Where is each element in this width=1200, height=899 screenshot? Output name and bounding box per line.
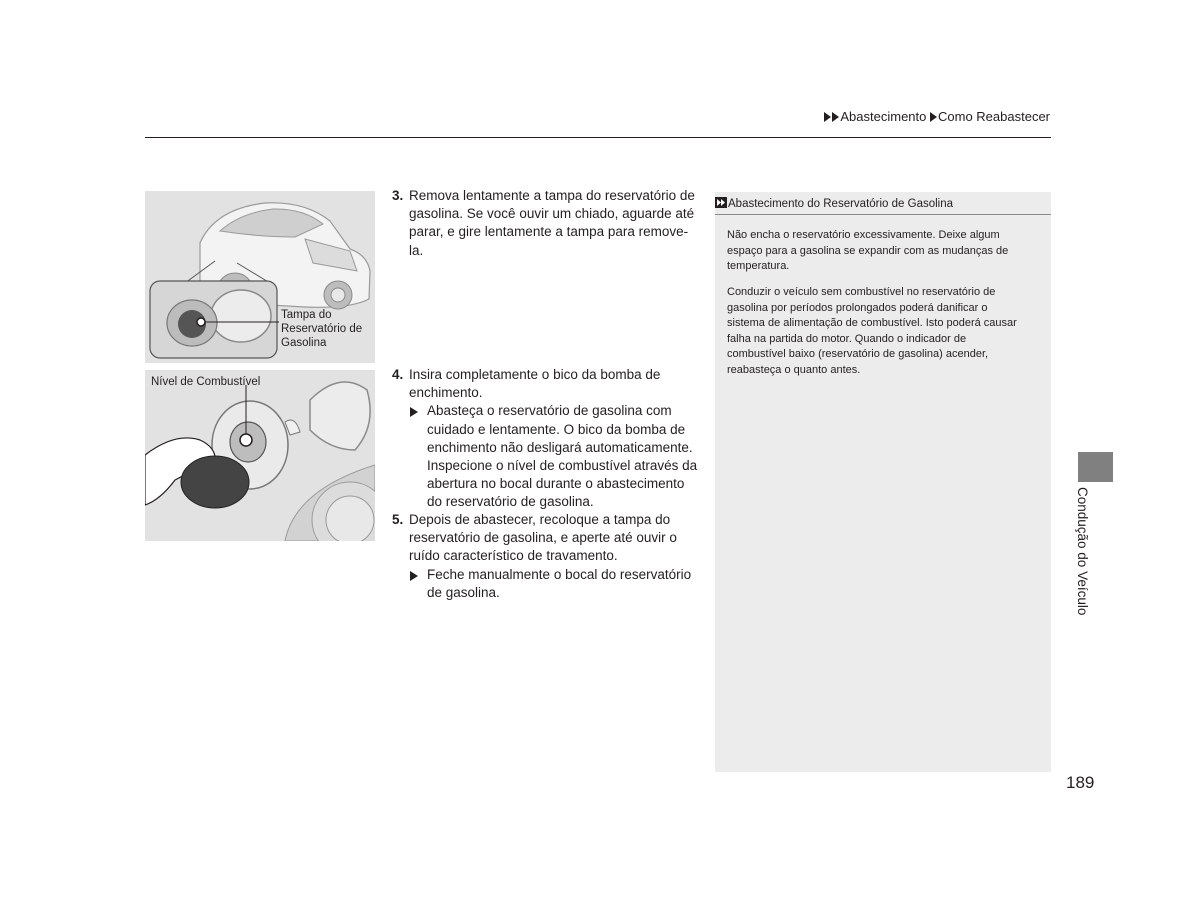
step-substep: Feche manualmente o bocal do reservatório de gasolina. bbox=[409, 566, 702, 602]
arrow-right-icon bbox=[410, 571, 418, 581]
side-note-paragraph: Conduzir o veículo sem combustível no reservatório de gasolina por períodos prolongados poderá danificar o sistema de alimentação de combustível. Isto poderá causar falha na partida do motor. Quando o indicador de combustível baixo (reservatório de gasolina) acender, reabasteça o quanto antes. bbox=[727, 286, 1017, 376]
step-number: 3. bbox=[392, 188, 404, 203]
section-label: Condução do Veículo bbox=[1075, 487, 1090, 616]
side-note-title: Abastecimento do Reservatório de Gasolina bbox=[715, 197, 1051, 215]
step-number: 4. bbox=[392, 367, 404, 382]
arrow-right-icon bbox=[410, 407, 418, 417]
fuel-nozzle-illustration bbox=[145, 370, 375, 541]
header-divider bbox=[145, 137, 1051, 138]
breadcrumb-item[interactable]: Como Reabastecer bbox=[938, 109, 1050, 124]
page-number: 189 bbox=[1066, 773, 1095, 792]
triangle-icon bbox=[930, 112, 937, 122]
step-4: 4. Insira completamente o bico da bomba de enchimento. Abasteça o reservatório de gasolina com cuidado e lentamente. O bico da bomba de enchimento não desligará automaticamente. Inspecione o nível de combustível através da abertura no bocal durante o abastecimento do reservatório de gasolina. bbox=[392, 366, 702, 512]
step-number: 5. bbox=[392, 512, 404, 527]
step-substep: Abasteça o reservatório de gasolina com cuidado e lentamente. O bico da bomba de enchimento não desligará automaticamente. Inspecione o nível de combustível através da abertura no bocal durante o abastecimento do reservatório de gasolina. bbox=[409, 402, 702, 511]
fuel-filler-illustration bbox=[145, 370, 375, 541]
reference-marker-icon bbox=[715, 197, 727, 208]
fuel-cap-label: Tampa do Reservatório de Gasolina bbox=[281, 309, 363, 349]
section-thumb-tab[interactable] bbox=[1078, 452, 1113, 482]
step-3: 3. Remova lentamente a tampa do reservatório de gasolina. Se você ouvir um chiado, aguarde até parar, e gire lentamente a tampa para remove-la. bbox=[392, 188, 695, 258]
breadcrumb-item[interactable]: Abastecimento bbox=[840, 109, 927, 124]
fuel-level-label: Nível de Combustível bbox=[151, 376, 261, 388]
side-note-paragraph: Não encha o reservatório excessivamente. Deixe algum espaço para a gasolina se expandir com as mudanças de temperatura. bbox=[727, 229, 1009, 272]
triangle-icon bbox=[832, 112, 839, 122]
step-5: 5. Depois de abastecer, recoloque a tampa do reservatório de gasolina, e aperte até ouvir o ruído característico de travamento. Feche manualmente o bocal do reservatório de gasolina. bbox=[392, 511, 702, 602]
side-note-panel bbox=[715, 192, 1051, 772]
triangle-icon bbox=[824, 112, 831, 122]
breadcrumb bbox=[824, 109, 1050, 124]
